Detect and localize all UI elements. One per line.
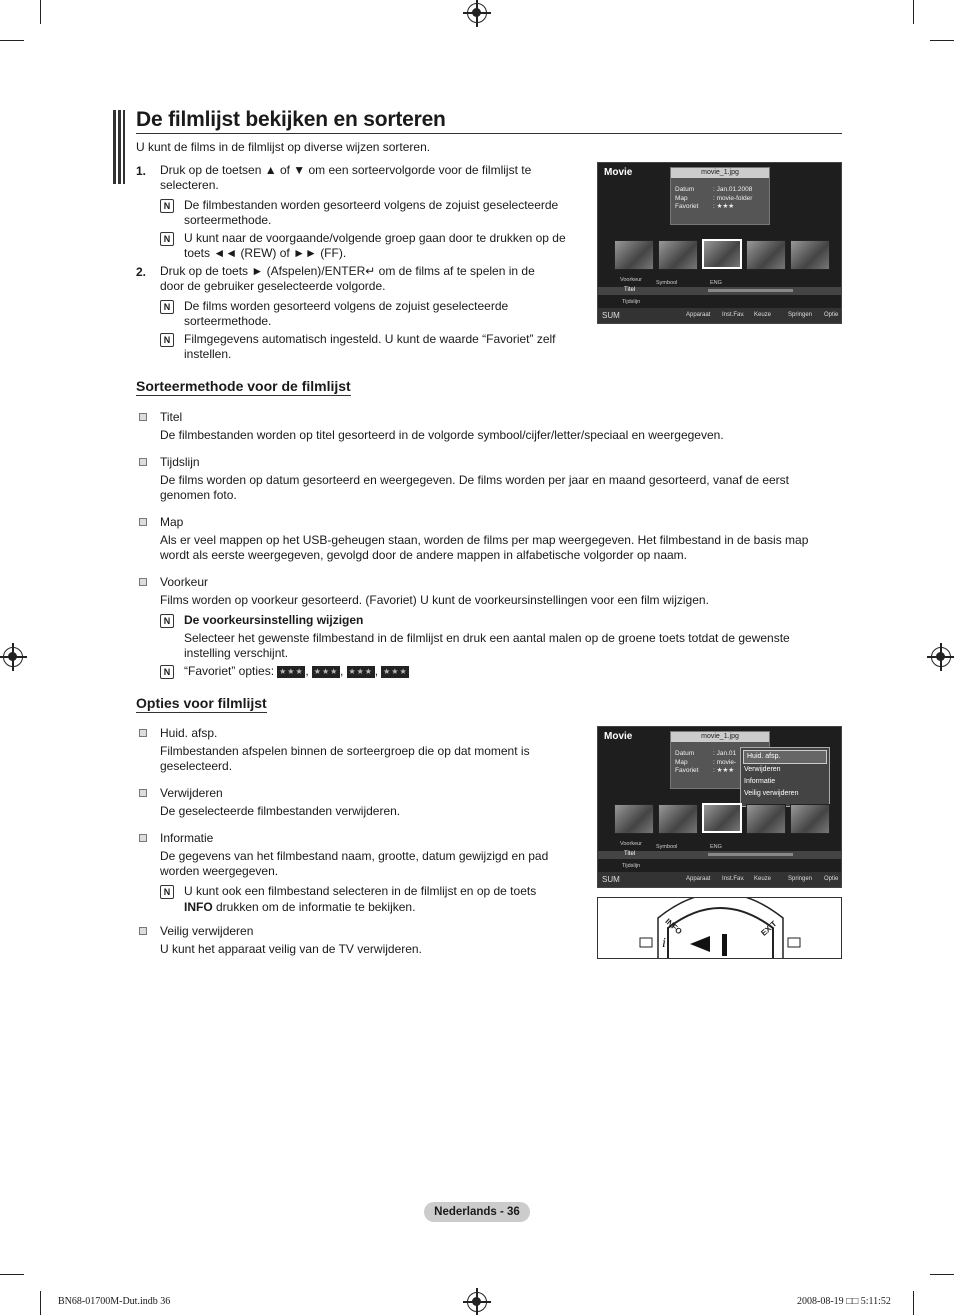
tv-tijdslijn: Tijdslijn bbox=[622, 863, 641, 869]
item-text: worden weergegeven. bbox=[160, 864, 279, 878]
fav-option: ★★★ bbox=[313, 666, 339, 676]
fav-options-label: “Favoriet” opties: bbox=[184, 664, 275, 678]
thumbnail bbox=[658, 240, 698, 270]
tv-keuze: Keuze bbox=[754, 876, 772, 882]
tv-datum-key: Datum bbox=[675, 186, 695, 193]
thumbnail bbox=[790, 240, 830, 270]
tv-footer bbox=[598, 872, 841, 887]
tv-fav-value: : ★★★ bbox=[713, 767, 735, 774]
note-text: Filmgegevens automatisch ingesteld. U kunt de waarde “Favoriet” zelf bbox=[184, 332, 556, 346]
tv-map-value: : movie-folder bbox=[713, 194, 753, 202]
note-heading: De voorkeursinstelling wijzigen bbox=[184, 613, 364, 627]
tv-instfav: Inst.Fav. bbox=[722, 876, 745, 882]
bullet-icon bbox=[139, 789, 147, 797]
note-text: Selecteer het gewenste filmbestand in de filmlijst en druk een aantal malen op de groene toets totdat de gewenste bbox=[184, 631, 790, 645]
fav-option: ★★★ bbox=[348, 666, 373, 676]
tv-titel: Titel bbox=[624, 287, 636, 293]
tv-map-key: Map bbox=[675, 758, 688, 766]
note-icon: N bbox=[160, 614, 174, 628]
bullet-icon bbox=[139, 458, 147, 466]
thumbnail-selected bbox=[702, 239, 742, 269]
item-text: De films worden op datum gesorteerd en weergegeven. De films worden per jaar en maand gesorteerd, vanaf de eerst bbox=[160, 473, 790, 487]
note-icon: N bbox=[160, 665, 174, 679]
remote-info-label: INFO bbox=[663, 916, 684, 937]
tv-filename: movie_1.jpg bbox=[671, 168, 769, 178]
bullet-icon bbox=[139, 927, 147, 935]
tv-tijdslijn: Tijdslijn bbox=[622, 299, 641, 305]
thumbnail bbox=[746, 804, 786, 834]
item-text: U kunt het apparaat veilig van de TV verwijderen. bbox=[160, 942, 422, 956]
note-text-rest: drukken om de informatie te bekijken. bbox=[212, 900, 416, 914]
options-menu bbox=[740, 747, 830, 807]
menu-item-veilig-verwijderen[interactable]: Veilig verwijderen bbox=[744, 790, 799, 797]
tv-optie: Optie bbox=[824, 312, 839, 318]
item-label: Verwijderen bbox=[160, 786, 223, 800]
tv-screen-options bbox=[597, 726, 842, 888]
registration-mark-left bbox=[3, 647, 23, 667]
note-icon: N bbox=[160, 300, 174, 314]
item-text: genomen foto. bbox=[160, 488, 237, 502]
note-text: De films worden gesorteerd volgens de zojuist geselecteerde bbox=[184, 299, 509, 313]
note-text: U kunt naar de voorgaande/volgende groep gaan door te drukken op de bbox=[184, 231, 566, 245]
note-text: sorteermethode. bbox=[184, 213, 272, 227]
bullet-icon bbox=[139, 518, 147, 526]
info-key-label: INFO bbox=[184, 900, 213, 914]
page-title: De filmlijst bekijken en sorteren bbox=[136, 108, 446, 131]
item-text: Films worden op voorkeur gesorteerd. (Favoriet) U kunt de voorkeursinstellingen voor een film wijzigen. bbox=[160, 593, 709, 607]
tv-label: Movie bbox=[604, 731, 633, 742]
step-number: 2. bbox=[136, 265, 147, 279]
tv-fav-key: Favoriet bbox=[675, 203, 699, 210]
title-rule bbox=[136, 133, 842, 134]
note-text: instelling verschijnt. bbox=[184, 646, 289, 660]
tv-sum: SUM bbox=[602, 311, 620, 320]
thumbnail bbox=[614, 804, 654, 834]
thumbnail-selected bbox=[702, 803, 742, 833]
tv-instfav: Inst.Fav. bbox=[722, 312, 745, 318]
slug-right: 2008-08-19 □□ 5:11:52 bbox=[797, 1296, 891, 1307]
item-label: Tijdslijn bbox=[160, 455, 200, 469]
fav-options-line: “Favoriet” opties: ★★★ , ★★★ , ★★★ , ★★★ bbox=[184, 664, 408, 678]
tv-apparaat: Apparaat bbox=[686, 312, 711, 318]
svg-text:i: i bbox=[662, 936, 666, 951]
tv-map-key: Map bbox=[675, 194, 688, 202]
remote-exit-label: EXIT bbox=[759, 919, 779, 938]
tv-screen-movie-list bbox=[597, 162, 842, 324]
item-text: wordt als eerste weergegeven, gevolgd door de andere mappen in alfabetische volgorder op naam. bbox=[160, 548, 688, 562]
tv-apparaat: Apparaat bbox=[686, 876, 711, 882]
item-label: Veilig verwijderen bbox=[160, 924, 254, 938]
note-icon: N bbox=[160, 885, 174, 899]
bullet-icon bbox=[139, 834, 147, 842]
note-text: instellen. bbox=[184, 347, 232, 361]
note-icon: N bbox=[160, 232, 174, 246]
step-text: door de gebruiker geselecteerde volgorde. bbox=[160, 279, 386, 293]
section-heading-options: Opties voor filmlijst bbox=[136, 695, 267, 711]
tv-titel: Titel bbox=[624, 851, 636, 857]
tv-symbool: Symbool bbox=[656, 844, 678, 850]
tv-info-box bbox=[670, 167, 770, 225]
tv-voorkeur: Voorkeur bbox=[620, 841, 643, 847]
tv-footer bbox=[598, 308, 841, 323]
tv-fav-value: : ★★★ bbox=[713, 203, 735, 210]
step-text: selecteren. bbox=[160, 178, 219, 192]
tv-voorkeur: Voorkeur bbox=[620, 277, 643, 283]
menu-item-informatie[interactable]: Informatie bbox=[744, 778, 776, 785]
item-text: Filmbestanden afspelen binnen de sorteergroep die op dat moment is bbox=[160, 744, 530, 758]
thumbnail bbox=[790, 804, 830, 834]
title-bar-decoration bbox=[113, 110, 125, 184]
tv-datum-value: : Jan.01.2008 bbox=[713, 186, 753, 193]
slug-left: BN68-01700M-Dut.indb 36 bbox=[58, 1296, 171, 1307]
remote-drawing bbox=[598, 898, 842, 959]
item-label: Informatie bbox=[160, 831, 214, 845]
item-label: Huid. afsp. bbox=[160, 726, 218, 740]
note-text: U kunt ook een filmbestand selecteren in de filmlijst en op de toets bbox=[184, 884, 537, 898]
fav-option: ★★★ bbox=[279, 666, 304, 676]
note-text: sorteermethode. bbox=[184, 314, 272, 328]
tv-eng: ENG bbox=[710, 280, 722, 286]
item-text: De filmbestanden worden op titel gesorteerd in de volgorde symbool/cijfer/letter/speciaal en weergegeven. bbox=[160, 428, 724, 442]
tv-springen: Springen bbox=[788, 876, 813, 882]
step-text: Druk op de toetsen ▲ of ▼ om een sorteervolgorde voor de filmlijst te bbox=[160, 163, 532, 177]
step-text: Druk op de toets ► (Afspelen)/ENTER↵ om de films af te spelen in de bbox=[160, 264, 535, 278]
note-text: De filmbestanden worden gesorteerd volgens de zojuist geselecteerde bbox=[184, 198, 559, 212]
thumbnail bbox=[658, 804, 698, 834]
tv-keuze: Keuze bbox=[754, 312, 772, 318]
item-text: geselecteerd. bbox=[160, 759, 233, 773]
registration-mark-right bbox=[931, 647, 951, 667]
remote-illustration bbox=[597, 897, 842, 959]
tv-datum-key: Datum bbox=[675, 750, 695, 757]
item-text: De geselecteerde filmbestanden verwijderen. bbox=[160, 804, 401, 818]
registration-mark-top bbox=[467, 3, 487, 23]
tv-symbool: Symbool bbox=[656, 280, 678, 286]
note-text bbox=[184, 900, 415, 916]
menu-item-huid-afsp[interactable]: Huid. afsp. bbox=[743, 750, 827, 764]
item-label: Map bbox=[160, 515, 184, 529]
item-text: Als er veel mappen op het USB-geheugen staan, worden de films per map weergegeven. Het filmbestand in de basis map bbox=[160, 533, 809, 547]
note-icon: N bbox=[160, 333, 174, 347]
fav-option: ★★★ bbox=[383, 666, 408, 676]
tv-sum: SUM bbox=[602, 875, 620, 884]
tv-eng: ENG bbox=[710, 844, 722, 850]
tv-datum-value: : Jan.01 bbox=[713, 750, 737, 757]
bullet-icon bbox=[139, 729, 147, 737]
tv-fav-key: Favoriet bbox=[675, 767, 699, 774]
note-text: toets ◄◄ (REW) of ►► (FF). bbox=[184, 246, 347, 260]
thumbnail bbox=[614, 240, 654, 270]
item-label: Voorkeur bbox=[160, 575, 209, 589]
page-number-badge: Nederlands - 36 bbox=[424, 1202, 530, 1222]
item-label: Titel bbox=[160, 410, 183, 424]
note-icon: N bbox=[160, 199, 174, 213]
step-number: 1. bbox=[136, 164, 147, 178]
tv-optie: Optie bbox=[824, 876, 839, 882]
tv-label: Movie bbox=[604, 167, 633, 178]
tv-map-value: : movie- bbox=[713, 758, 737, 766]
registration-mark-bottom bbox=[467, 1292, 487, 1312]
thumbnail bbox=[746, 240, 786, 270]
tv-springen: Springen bbox=[788, 312, 813, 318]
item-text: De gegevens van het filmbestand naam, grootte, datum gewijzigd en pad bbox=[160, 849, 549, 863]
menu-item-verwijderen[interactable]: Verwijderen bbox=[744, 766, 781, 773]
section-heading-sort: Sorteermethode voor de filmlijst bbox=[136, 378, 351, 394]
bullet-icon bbox=[139, 578, 147, 586]
tv-filename: movie_1.jpg bbox=[671, 732, 769, 742]
intro-text: U kunt de films in de filmlijst op diverse wijzen sorteren. bbox=[136, 140, 431, 154]
bullet-icon bbox=[139, 413, 147, 421]
